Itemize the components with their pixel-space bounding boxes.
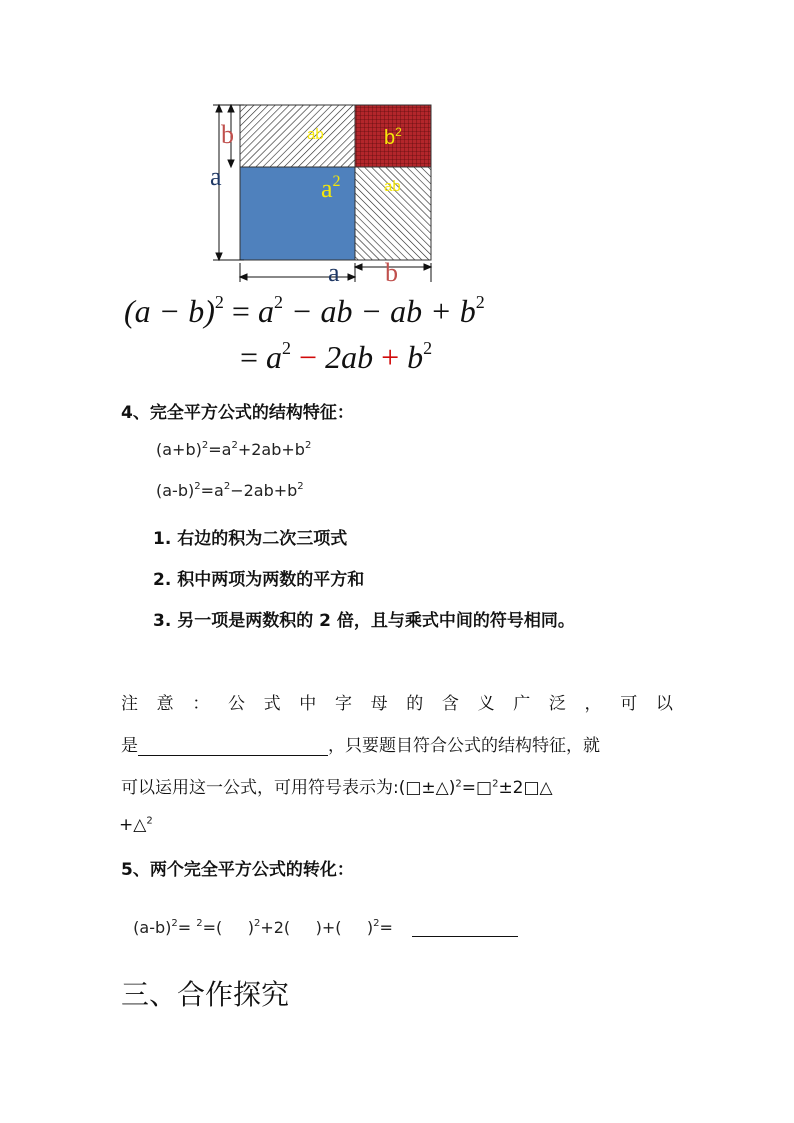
note-line-4: +△$^2$	[119, 815, 153, 835]
label-ab-top: ab	[307, 126, 324, 143]
note-line-2: 是 ，只要题目符合公式的结构特征，就	[121, 736, 600, 756]
section-5-title: 5、两个完全平方公式的转化：	[121, 860, 354, 880]
equation-line-2: = $a^2 - 2ab + b^2$	[240, 338, 433, 375]
conversion-line: $(a-b)^2= ^2=$( )$^2$+2( )+( )$^2$=	[123, 899, 518, 937]
label-a-left: a	[210, 162, 222, 191]
formula-sum-square: $(a+b)^2=a^2+2ab+b^2$	[156, 440, 312, 459]
label-ab-right: ab	[384, 178, 401, 195]
point-1: 1. 右边的积为二次三项式	[153, 529, 348, 549]
label-a-bottom: a	[328, 258, 340, 287]
note-line-3: 可以运用这一公式，可用符号表示为:(□±△)$^2$=□$^2$±2□△	[121, 778, 553, 798]
square-area-diagram	[200, 95, 440, 290]
formula-diff-square: $(a-b)^2=a^2-2ab+b^2$	[156, 481, 304, 500]
section-4-title: 4、完全平方公式的结构特征：	[121, 403, 354, 423]
rect-ab-top	[240, 105, 355, 167]
note-answer-blank[interactable]	[138, 737, 328, 756]
label-a2: $a^2$	[321, 173, 341, 203]
label-b-bottom: b	[385, 258, 398, 287]
point-2: 2. 积中两项为两数的平方和	[153, 570, 365, 590]
label-b-left: b	[221, 120, 234, 149]
note-line-1: 注 意 ： 公 式 中 字 母 的 含 义 广 泛 ， 可 以	[121, 694, 673, 714]
label-b2: $b^2$	[384, 125, 402, 149]
conversion-answer-blank[interactable]	[412, 920, 518, 937]
point-3: 3. 另一项是两数积的 2 倍，且与乘式中间的符号相同。	[153, 611, 575, 631]
section-3-heading: 三、合作探究	[121, 978, 290, 1011]
equation-line-1: $(a - b)^2 = a^2$ − ab − ab + $b^2$	[124, 292, 485, 329]
